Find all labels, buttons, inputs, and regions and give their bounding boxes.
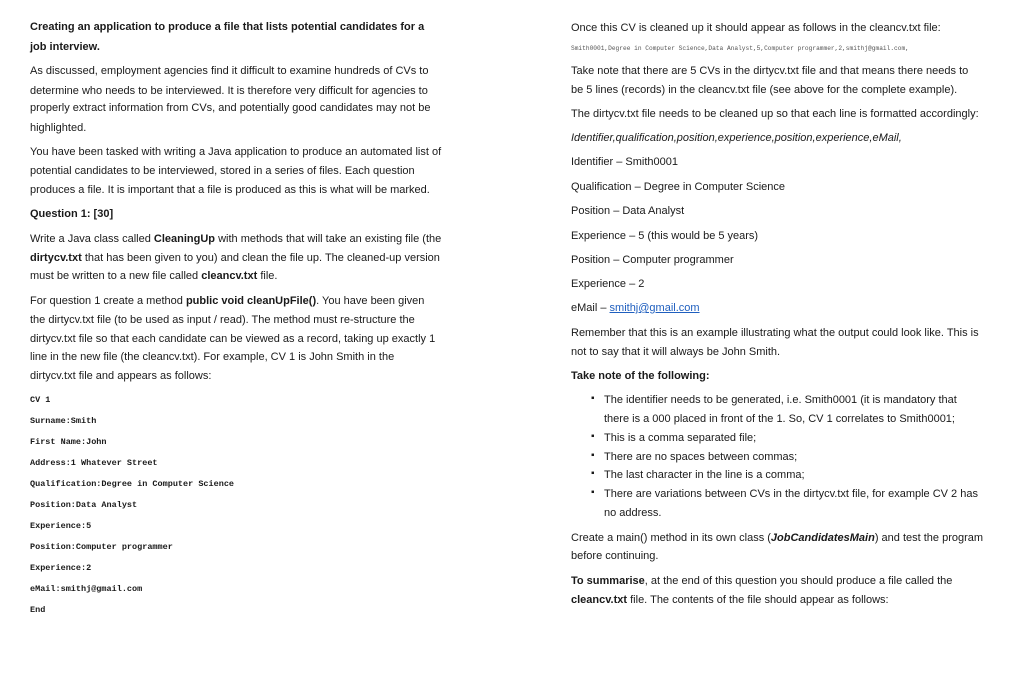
code-line: Qualification:Degree in Computer Science <box>30 479 235 489</box>
task-paragraph-line: You have been tasked with writing a Java application to produce an automated list of <box>30 146 442 158</box>
bullet-marker: ▪ <box>591 487 595 498</box>
main-class-name: JobCandidatesMain <box>770 532 875 544</box>
output-filename: cleancv.txt <box>201 270 258 282</box>
field-line: Position – Computer programmer <box>571 254 734 266</box>
main-method-line: Create a main() method in its own class (JobCandidatesMain) and test the program <box>571 532 984 544</box>
records-note-line: Take note that there are 5 CVs in the dirtycv.txt file and that means there needs to <box>571 65 969 77</box>
intro-paragraph-line: As discussed, employment agencies find it difficult to examine hundreds of CVs to <box>30 65 429 77</box>
reminder-line: Remember that this is an example illustrating what the output could look like. This is <box>571 327 979 339</box>
class-paragraph-line: must be written to a new file called cleancv.txt file. <box>30 270 278 282</box>
bullet-marker: ▪ <box>591 393 595 404</box>
email-field-line: eMail – smithj@gmail.com <box>571 302 700 314</box>
section-title-line-1: Creating an application to produce a file that lists potential candidates for a <box>30 21 425 33</box>
code-line: Position:Computer programmer <box>30 542 173 552</box>
section-title-line-2: job interview. <box>30 41 100 53</box>
summary-filename: cleancv.txt <box>571 594 628 606</box>
bullet-marker: ▪ <box>591 431 595 442</box>
clean-intro-line: Once this CV is cleaned up it should appear as follows in the cleancv.txt file: <box>571 22 941 34</box>
bullet-text: there is a 000 placed in front of the 1. So, CV 1 correlates to Smith0001; <box>604 413 955 425</box>
field-line: Qualification – Degree in Computer Science <box>571 181 786 193</box>
code-line: eMail:smithj@gmail.com <box>30 584 143 594</box>
class-name: CleaningUp <box>153 233 216 245</box>
bullet-text: The identifier needs to be generated, i.e. Smith0001 (it is mandatory that <box>604 394 957 406</box>
intro-paragraph-line: highlighted. <box>30 122 87 134</box>
email-link[interactable]: smithj@gmail.com <box>609 302 700 314</box>
class-paragraph-line: dirtycv.txt that has been given to you) and clean the file up. The cleaned-up version <box>30 252 440 264</box>
method-paragraph-line: the dirtycv.txt file (to be used as input / read). The method must re-structure the <box>30 314 415 326</box>
bullet-text: There are no spaces between commas; <box>604 451 798 463</box>
intro-paragraph-line: properly extract information from CVs, and potentially good candidates may not be <box>30 102 431 114</box>
field-line: Identifier – Smith0001 <box>571 156 679 168</box>
bullet-marker: ▪ <box>591 450 595 461</box>
intro-paragraph-line: determine who needs to be interviewed. It is therefore very difficult for agencies to <box>30 85 428 97</box>
sample-output-line: Smith0001,Degree in Computer Science,Data Analyst,5,Computer programmer,2,smithj@gmail.com, <box>571 45 909 52</box>
field-line: Experience – 2 <box>571 278 645 290</box>
question-heading: Question 1: [30] <box>30 208 114 220</box>
field-line: Experience – 5 (this would be 5 years) <box>571 230 759 242</box>
summary-line: cleancv.txt file. The contents of the file should appear as follows: <box>571 594 889 606</box>
field-line: Position – Data Analyst <box>571 205 685 217</box>
code-line: Surname:Smith <box>30 416 97 426</box>
method-paragraph-line: For question 1 create a method public void cleanUpFile(). You have been given <box>30 295 425 307</box>
code-line: End <box>30 605 46 615</box>
bullet-text: This is a comma separated file; <box>604 432 757 444</box>
task-paragraph-line: potential candidates to be interviewed, stored in a series of files. Each question <box>30 165 415 177</box>
summary-label: To summarise <box>571 575 645 587</box>
code-line: Position:Data Analyst <box>30 500 138 510</box>
bullet-text: There are variations between CVs in the dirtycv.txt file, for example CV 2 has <box>604 488 978 500</box>
code-line: Experience:2 <box>30 563 92 573</box>
main-method-line: before continuing. <box>571 550 659 562</box>
code-line: CV 1 <box>30 395 51 405</box>
method-paragraph-line: dirtycv.txt file so that each candidate can be viewed as a record, taking up exactly 1 <box>30 333 436 345</box>
bullet-marker: ▪ <box>591 468 595 479</box>
summary-line: To summarise, at the end of this question you should produce a file called the <box>571 575 953 587</box>
bullet-text: The last character in the line is a comma; <box>604 469 805 481</box>
class-paragraph-line: Write a Java class called CleaningUp with methods that will take an existing file (the <box>30 233 442 245</box>
task-paragraph-line: produces a file. It is important that a file is produced as this is what will be marked. <box>30 184 430 196</box>
reminder-line: not to say that it will always be John Smith. <box>571 346 781 358</box>
format-intro-line: The dirtycv.txt file needs to be cleaned up so that each line is formatted accordingly: <box>571 108 979 120</box>
bullet-text: no address. <box>604 507 662 519</box>
code-line: Experience:5 <box>30 521 92 531</box>
format-spec-line: Identifier,qualification,position,experience,position,experience,eMail, <box>571 132 902 144</box>
records-note-line: be 5 lines (records) in the cleancv.txt file (see above for the complete example). <box>571 84 958 96</box>
note-heading: Take note of the following: <box>571 370 710 382</box>
method-signature: public void cleanUpFile() <box>185 295 317 307</box>
method-paragraph-line: line in the new file (the cleancv.txt). For example, CV 1 is John Smith in the <box>30 351 395 363</box>
method-paragraph-line: dirtycv.txt file and appears as follows: <box>30 370 212 382</box>
input-filename: dirtycv.txt <box>30 252 82 264</box>
code-line: Address:1 Whatever Street <box>30 458 158 468</box>
code-line: First Name:John <box>30 437 107 447</box>
